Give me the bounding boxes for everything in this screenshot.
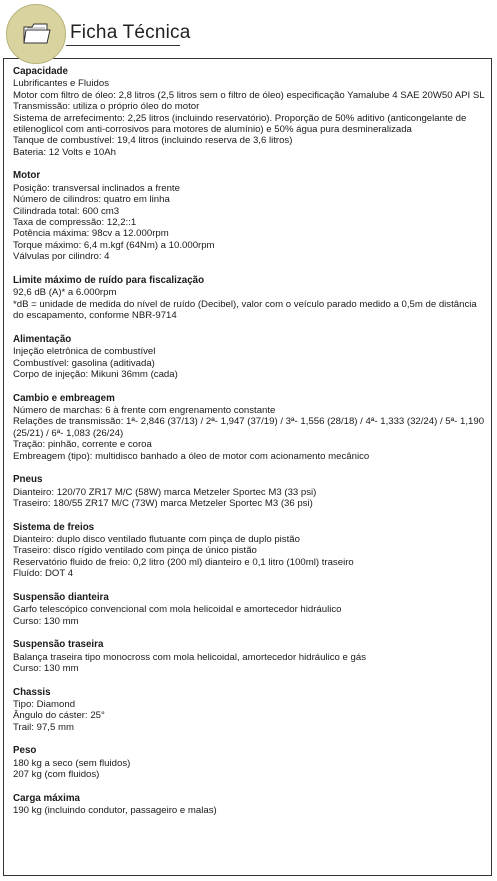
spec-content — [13, 66, 489, 829]
spec-section — [13, 66, 489, 158]
spec-line: 207 kg (com fluidos) — [13, 769, 100, 781]
spec-line: Torque máximo: 6,4 m.kgf (64Nm) a 10.000rpm — [13, 239, 215, 251]
spec-line: Fluído: DOT 4 — [13, 568, 74, 580]
spec-line: Balança traseira tipo monocross com mola helicoidal, amortecedor hidráulico e gás — [13, 651, 367, 663]
spec-line: Dianteiro: 120/70 ZR17 M/C (58W) marca Metzeler Sportec M3 (33 psi) — [13, 486, 317, 498]
spec-line: Taxa de compressão: 12,2::1 — [13, 217, 137, 229]
spec-line: Reservatório fluido de freio: 0,2 litro (200 ml) dianteiro e 0,1 litro (100ml) traseiro — [13, 556, 354, 568]
title-underline — [66, 45, 180, 46]
spec-line: Corpo de injeção: Mikuni 36mm (cada) — [13, 368, 178, 380]
spec-line: Bateria: 12 Volts e 10Ah — [13, 146, 116, 158]
section-title: Pneus — [13, 474, 43, 486]
section-title: Limite máximo de ruído para fiscalização — [13, 274, 205, 286]
spec-line: Número de marchas: 6 à frente com engrenamento constante — [13, 404, 276, 416]
section-title: Cambio e embreagem — [13, 392, 115, 404]
spec-section — [13, 275, 489, 322]
header-badge — [6, 4, 66, 64]
spec-section — [13, 334, 489, 381]
spec-line: Curso: 130 mm — [13, 615, 79, 627]
spec-section — [13, 522, 489, 580]
spec-line: 190 kg (incluindo condutor, passageiro e malas) — [13, 805, 217, 817]
spec-section — [13, 639, 489, 674]
spec-line: Trail: 97,5 mm — [13, 721, 74, 733]
section-title: Capacidade — [13, 66, 68, 77]
spec-line: Tipo: Diamond — [13, 698, 76, 710]
section-title: Suspensão dianteira — [13, 591, 109, 603]
spec-line: Injeção eletrônica de combustível — [13, 346, 156, 358]
spec-section — [13, 687, 489, 734]
section-title: Peso — [13, 745, 37, 757]
spec-line: Curso: 130 mm — [13, 662, 79, 674]
spec-line: Combustível: gasolina (aditivada) — [13, 357, 155, 369]
spec-section — [13, 170, 489, 262]
spec-line: 92,6 dB (A)* a 6.000rpm — [13, 287, 117, 299]
spec-line: Número de cilindros: quatro em linha — [13, 194, 170, 206]
section-title: Chassis — [13, 686, 51, 698]
spec-line: Posição: transversal inclinados a frente — [13, 182, 180, 194]
page-header — [0, 0, 497, 60]
spec-line: Relações de transmissão: 1ª- 2,846 (37/13) / 2ª- 1,947 (37/19) / 3ª- 1,556 (28/18) / 4ª- 1,333 (32/24) / 5ª- 1,190 (25/21) / 6ª- 1,083 (26/24) — [13, 416, 485, 439]
spec-line: Cilindrada total: 600 cm3 — [13, 205, 120, 217]
spec-line: Ângulo do cáster: 25° — [13, 710, 105, 722]
section-title: Motor — [13, 170, 41, 182]
spec-line: Lubrificantes e Fluidos — [13, 78, 109, 90]
section-title: Suspensão traseira — [13, 639, 104, 651]
spec-line: Dianteiro: duplo disco ventilado flutuante com pinça de duplo pistão — [13, 533, 300, 545]
spec-line: Potência máxima: 98cv a 12.000rpm — [13, 228, 169, 240]
spec-line: Tanque de combustível: 19,4 litros (incluindo reserva de 3,6 litros) — [13, 135, 293, 147]
spec-line: Traseiro: disco rígido ventilado com pinça de único pistão — [13, 545, 257, 557]
spec-section — [13, 745, 489, 780]
spec-line: *dB = unidade de medida do nível de ruído (Decibel), valor com o veículo parado medido a 0,5m de distância do escapamento, conforme NBR-9714 — [13, 298, 477, 322]
spec-line: Motor com filtro de óleo: 2,8 litros (2,5 litros sem o filtro de óleo) especificação Yamalube 4 SAE 20W50 API SL — [13, 89, 485, 101]
spec-section — [13, 793, 489, 817]
spec-line: Tração: pinhão, corrente e coroa — [13, 439, 152, 451]
spec-line: Traseiro: 180/55 ZR17 M/C (73W) marca Metzeler Sportec M3 (36 psi) — [13, 497, 313, 509]
section-title: Carga máxima — [13, 792, 80, 804]
spec-line: Garfo telescópico convencional com mola helicoidal e amortecedor hidráulico — [13, 604, 342, 616]
folder-icon — [21, 19, 53, 49]
spec-line: Transmissão: utiliza o próprio óleo do motor — [13, 101, 200, 113]
section-title: Alimentação — [13, 333, 72, 345]
page-title: Ficha Técnica — [70, 22, 191, 43]
spec-line: Válvulas por cilindro: 4 — [13, 251, 110, 263]
spec-line: 180 kg a seco (sem fluidos) — [13, 757, 131, 769]
spec-line: Sistema de arrefecimento: 2,25 litros (incluindo reservatório). Proporção de 50% aditivo (anticongelante de etilenoglicol com anti-corrosivos para motores de alumínio) e 50% água pura desmineralizada — [13, 112, 467, 136]
spec-section — [13, 393, 489, 462]
section-title: Sistema de freios — [13, 521, 95, 533]
spec-section — [13, 474, 489, 509]
spec-section — [13, 592, 489, 627]
spec-line: Embreagem (tipo): multidisco banhado a óleo de motor com acionamento mecânico — [13, 450, 370, 462]
